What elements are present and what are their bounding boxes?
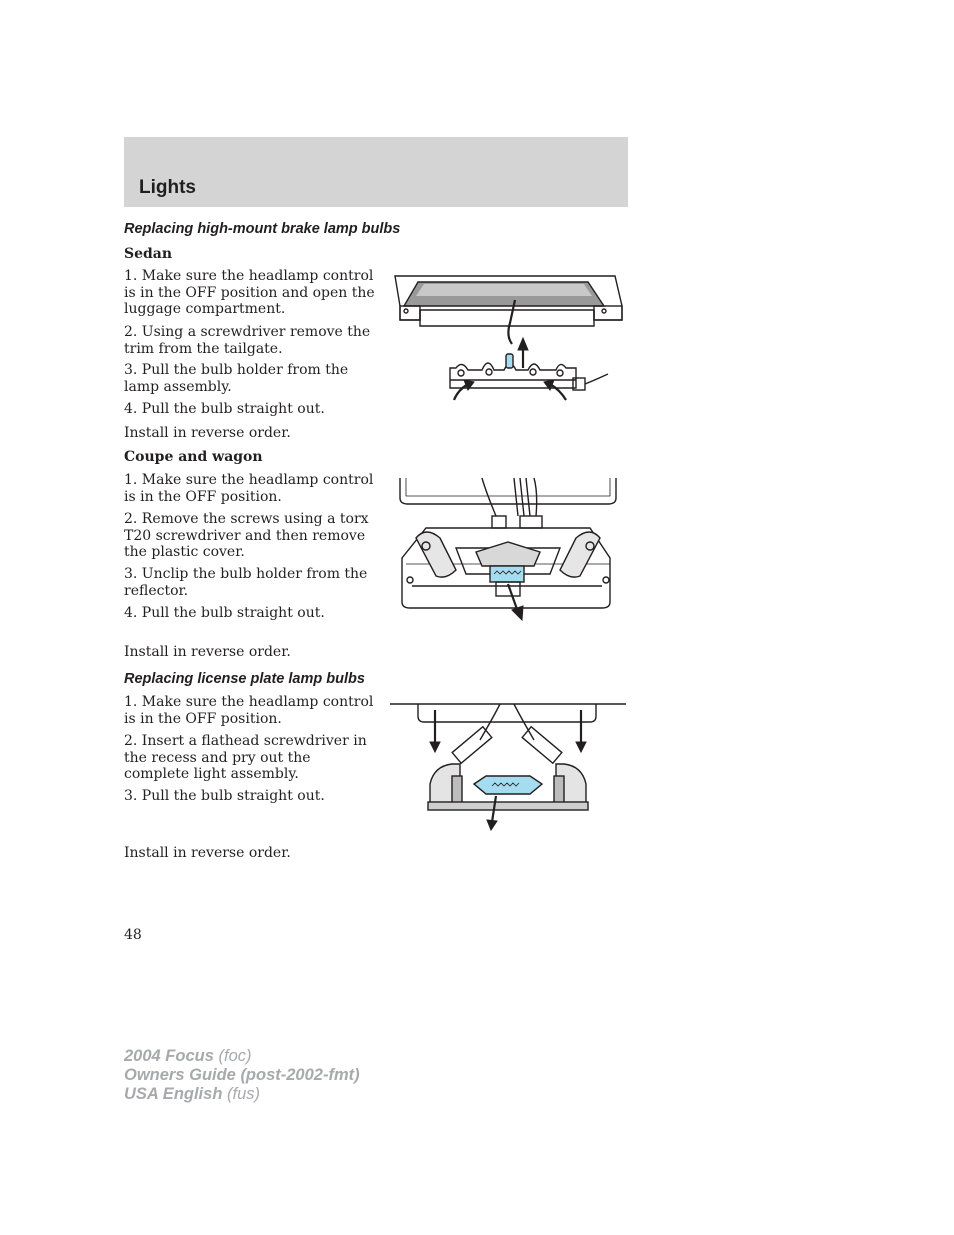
document-footer bbox=[124, 1047, 360, 1104]
footer-language: USA English bbox=[124, 1085, 223, 1103]
coupe-step-3: 3. Unclip the bulb holder from the reflector. bbox=[124, 566, 368, 599]
page-number: 48 bbox=[124, 927, 142, 943]
license-install-note: Install in reverse order. bbox=[124, 845, 291, 861]
footer-language-code: (fus) bbox=[227, 1085, 260, 1103]
subheading-coupe-wagon: Coupe and wagon bbox=[124, 449, 263, 465]
subheading-sedan: Sedan bbox=[124, 246, 173, 262]
sedan-step-1: 1. Make sure the headlamp control is in the OFF position and open the luggage compartment. bbox=[124, 268, 375, 317]
sedan-brake-lamp-illustration bbox=[390, 268, 630, 408]
coupe-wagon-brake-lamp-illustration bbox=[396, 476, 620, 626]
license-plate-lamp-illustration bbox=[390, 700, 628, 836]
sedan-step-2: 2. Using a screwdriver remove the trim from the tailgate. bbox=[124, 324, 371, 357]
license-step-3: 3. Pull the bulb straight out. bbox=[124, 788, 325, 804]
license-step-2: 2. Insert a flathead screwdriver in the recess and pry out the complete light assembly. bbox=[124, 733, 367, 782]
footer-guide: Owners Guide (post-2002-fmt) bbox=[124, 1066, 360, 1084]
coupe-install-note: Install in reverse order. bbox=[124, 644, 291, 660]
sedan-install-note: Install in reverse order. bbox=[124, 425, 291, 441]
section-header-band bbox=[124, 137, 628, 207]
page-title: Lights bbox=[139, 177, 196, 198]
sedan-step-4: 4. Pull the bulb straight out. bbox=[124, 401, 325, 417]
section-title-license-plate: Replacing license plate lamp bulbs bbox=[124, 671, 365, 687]
sedan-step-3: 3. Pull the bulb holder from the lamp assembly. bbox=[124, 362, 349, 395]
footer-model: 2004 Focus bbox=[124, 1047, 214, 1065]
section-title-high-mount: Replacing high-mount brake lamp bulbs bbox=[124, 221, 401, 237]
license-step-1: 1. Make sure the headlamp control is in the OFF position. bbox=[124, 694, 374, 727]
footer-model-code: (foc) bbox=[218, 1047, 252, 1065]
coupe-step-4: 4. Pull the bulb straight out. bbox=[124, 605, 325, 621]
coupe-step-1: 1. Make sure the headlamp control is in the OFF position. bbox=[124, 472, 374, 505]
coupe-step-2: 2. Remove the screws using a torx T20 screwdriver and then remove the plastic cover. bbox=[124, 511, 369, 560]
